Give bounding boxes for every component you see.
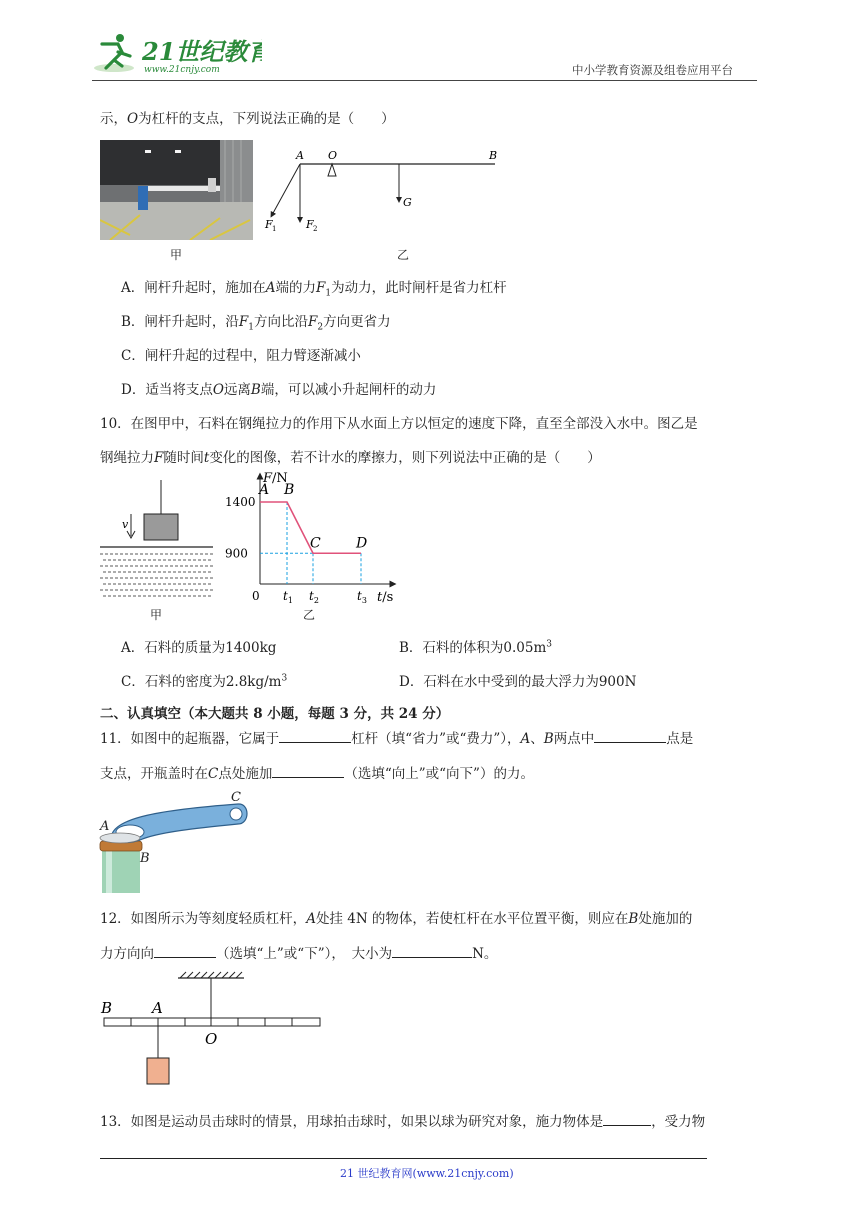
- q9-gate-photo: [100, 140, 253, 240]
- q10-option-a: A．石料的质量为1400kg: [121, 640, 277, 656]
- q12-blank-2[interactable]: [392, 945, 472, 958]
- point-label-D: D: [356, 535, 368, 552]
- q12-blank-1[interactable]: [154, 945, 216, 958]
- label-A: A: [152, 999, 163, 1017]
- label-A: A: [100, 819, 110, 834]
- point-label-A: A: [259, 482, 270, 498]
- q11-line1: 11．如图中的起瓶器，它属于 杠杆（填“省力”或“费力”），A、B两点中 点是: [100, 731, 694, 747]
- q9-lever-diagram: [262, 145, 502, 240]
- header-logo: [92, 30, 262, 76]
- label-A: A: [296, 149, 304, 162]
- section2-title: 二、认真填空（本大题共 8 小题，每题 3 分，共 24 分）: [100, 706, 450, 722]
- q12-line2: 力方向向 （选填“上”或“下”）， 大小为 N。: [100, 946, 498, 962]
- platform-name: 中小学教育资源及组卷应用平台: [572, 63, 733, 77]
- label-B: B: [101, 999, 113, 1017]
- q9-option-b: B．闸杆升起时，沿$F_1$方向比沿$F_2$方向更省力: [121, 314, 391, 333]
- header-rule: [92, 80, 757, 81]
- x-tick-label-t3: $t_3$: [357, 589, 367, 605]
- q10-caption-left: 甲: [150, 608, 163, 622]
- svg-text:21世纪教育: 21世纪教育: [142, 37, 262, 66]
- q12-line1: 12．如图所示为等刻度轻质杠杆，A处挂 4N 的物体，若使杠杆在水平位置平衡，则应在B处施加的: [100, 911, 693, 927]
- svg-text:www.21cnjy.com: www.21cnjy.com: [144, 65, 220, 75]
- q9-option-c: C．闸杆升起的过程中，阻力臂逐渐减小: [121, 348, 361, 364]
- label-F2: F: [306, 218, 314, 231]
- label-G: G: [403, 196, 412, 209]
- q10-option-c: C．石料的密度为$2.8kg/m^3$: [121, 673, 288, 690]
- q9-option-d: D．适当将支点O远离B端，可以减小升起闸杆的动力: [121, 382, 437, 398]
- q13-line: 13．如图是运动员击球时的情景，用球拍击球时，如果以球为研究对象，施力物体是 ，受力物: [100, 1114, 706, 1130]
- footer-rule: [100, 1158, 707, 1159]
- svg-text:1: 1: [272, 225, 277, 233]
- point-label-C: C: [310, 535, 321, 552]
- footer-text: 21 世纪教育网(www.21cnjy.com): [340, 1167, 514, 1180]
- label-v: v: [122, 518, 129, 531]
- q10-option-b: B．石料的体积为$0.05m^3$: [399, 639, 553, 656]
- q12-lever-diagram: [98, 970, 328, 1088]
- q13-blank-1[interactable]: [603, 1113, 651, 1126]
- origin-label: 0: [252, 589, 260, 603]
- q11-line2: 支点，开瓶盖时在C点处施加 （选填“向上”或“向下”）的力。: [100, 766, 534, 782]
- y-axis-label: F/N: [263, 471, 288, 486]
- point-label-B: B: [284, 482, 295, 498]
- q11-blank-1[interactable]: [279, 730, 351, 743]
- label-O: O: [205, 1030, 218, 1048]
- y-tick-label-1400: 1400: [225, 495, 256, 509]
- x-tick-label-t2: $t_2$: [309, 589, 319, 605]
- q9-caption-left: 甲: [170, 248, 183, 262]
- logo-runner-icon: [92, 30, 262, 76]
- x-axis-label: t/s: [377, 590, 394, 605]
- q10-line1: 10．在图甲中，石料在钢绳拉力的作用下从水面上方以恒定的速度下降，直至全部没入水中。图乙是: [100, 416, 698, 432]
- q10-option-d: D．石料在水中受到的最大浮力为900N: [399, 674, 637, 690]
- q9-option-a: A．闸杆升起时，施加在A端的力$F_1$为动力，此时闸杆是省力杠杆: [121, 280, 507, 299]
- label-F1: F: [265, 218, 273, 231]
- q10-line2: 钢绳拉力F随时间t变化的图像，若不计水的摩擦力，则下列说法中正确的是（ ）: [100, 450, 601, 466]
- x-tick-label-t1: $t_1$: [283, 589, 293, 605]
- label-O: O: [328, 149, 338, 162]
- label-B: B: [140, 851, 150, 866]
- q9-caption-right: 乙: [397, 248, 410, 262]
- label-B: B: [489, 149, 498, 162]
- q10-force-chart: [225, 468, 405, 608]
- q10-caption-right: 乙: [303, 608, 316, 622]
- q11-blank-2[interactable]: [594, 730, 666, 743]
- y-tick-label-900: 900: [225, 546, 248, 561]
- svg-text:2: 2: [313, 225, 318, 233]
- q9-stem: 示，O为杠杆的支点，下列说法正确的是（ ）: [100, 111, 395, 127]
- q10-stone-diagram: [100, 480, 220, 605]
- label-C: C: [231, 790, 241, 805]
- q11-blank-3[interactable]: [272, 765, 344, 778]
- q11-bottle-opener: [98, 788, 258, 893]
